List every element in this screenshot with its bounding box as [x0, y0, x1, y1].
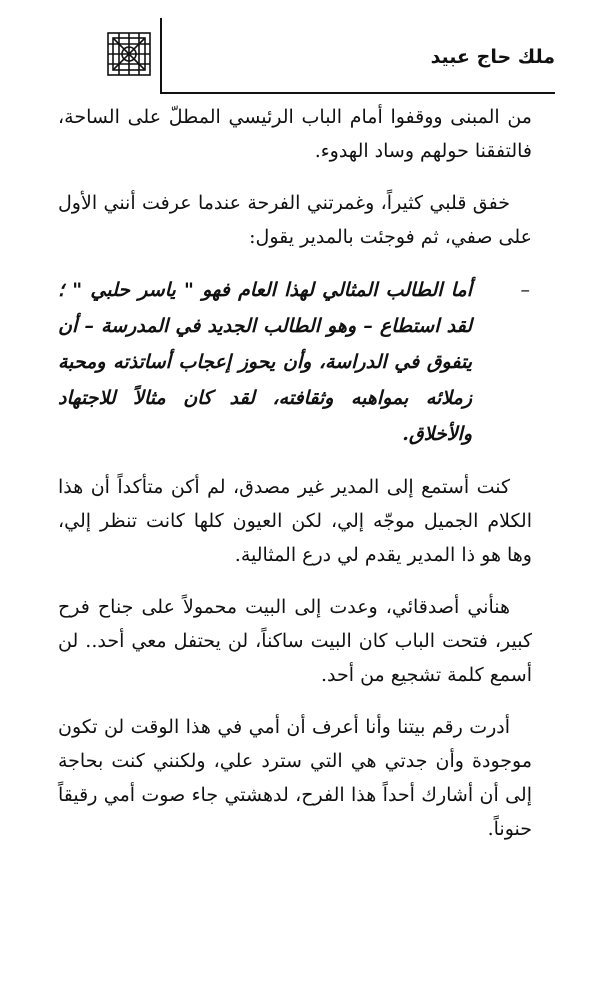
- header-vertical-rule: [160, 18, 162, 92]
- quote-text: أما الطالب المثالي لهذا العام فهو " ياسر حلبي " ؛ لقد استطاع – وهو الطالب الجديد في المدرسة – أن يتفوق في الدراسة، وأن يحوز إعجاب أساتذته ومحبة زملائه بمواهبه وثقافته، لقد كان مثالاً للاجتهاد والأخلاق.: [58, 279, 472, 445]
- header-horizontal-rule: [160, 92, 555, 94]
- page-body: [58, 100, 532, 864]
- paragraph-3: كنت أستمع إلى المدير غير مصدق، لم أكن متأكداً أن هذا الكلام الجميل موجّه إلي، لكن العيون كلها كانت تنظر إلي، وها هو ذا المدير يقدم لي درع المثالية.: [58, 476, 532, 566]
- page-header: [50, 18, 555, 88]
- paragraph-5: أدرت رقم بيتنا وأنا أعرف أن أمي في هذا الوقت لن تكون موجودة وأن جدتي هي التي سترد علي، ولكنني كنت بحاجة إلى أن أشارك أحداً هذا الفرح، لدهشتي جاء صوت أمي رقيقاً حنوناً.: [58, 716, 532, 840]
- paragraph-4: هنأني أصدقائي، وعدت إلى البيت محمولاً على جناح فرح كبير، فتحت الباب كان البيت ساكناً، لن يحتفل معي أحد.. لن أسمع كلمة تشجيع من أحد.: [58, 596, 532, 686]
- quote-dash: –: [520, 279, 530, 301]
- paragraph-2: خفق قلبي كثيراً، وغمرتني الفرحة عندما عرفت أنني الأول على صفي، ثم فوجئت بالمدير يقول:: [58, 192, 532, 248]
- author-name: ملك حاج عبيد: [430, 46, 555, 68]
- paragraph-1: من المبنى ووقفوا أمام الباب الرئيسي المطلّ على الساحة، فالتفقنا حولهم وساد الهدوء.: [58, 106, 532, 162]
- principal-quote: [58, 272, 532, 452]
- knot-ornament-icon: [105, 30, 153, 78]
